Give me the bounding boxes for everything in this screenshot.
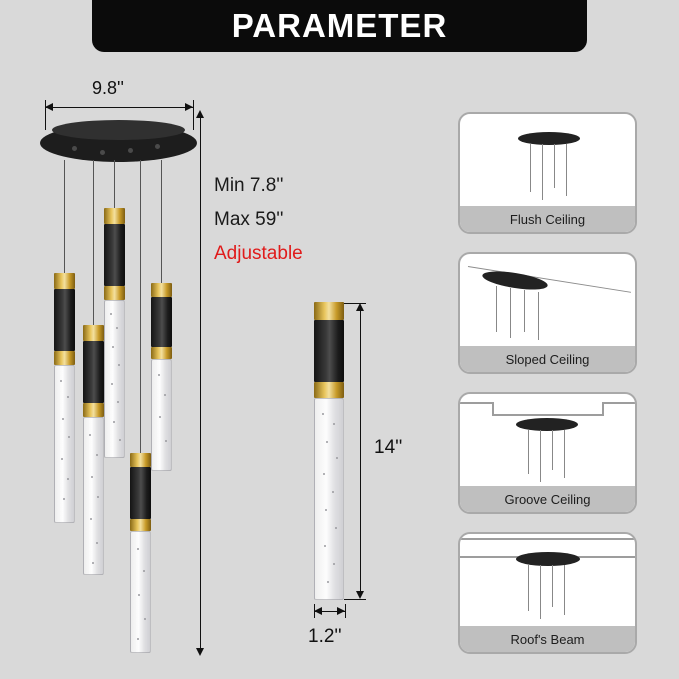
detail-pendant-glass-tube (314, 398, 344, 600)
pendant-diameter-arrow-right-icon (337, 607, 345, 615)
pendant-gold-ring (54, 351, 75, 365)
mount-card-caption: Sloped Ceiling (460, 346, 635, 372)
mount-card-caption: Groove Ceiling (460, 486, 635, 512)
pendant-glass-tube (130, 531, 151, 653)
width-arrow-right-icon (185, 103, 193, 111)
pendant-black-body (130, 467, 151, 519)
pendant-gold-cap (83, 325, 104, 341)
pendant-glass-tube (104, 300, 125, 458)
mount-card-sloped-ceiling[interactable] (458, 252, 637, 374)
drop-arrow-up-icon (196, 110, 204, 118)
adjustable-label: Adjustable (214, 243, 303, 264)
canopy-screw (100, 150, 105, 155)
page-title: PARAMETER (231, 7, 448, 44)
pendant-light (54, 273, 75, 523)
suspension-cord (93, 160, 94, 325)
mount-card-caption: Roof's Beam (460, 626, 635, 652)
pendant-diameter-tick-left (314, 604, 315, 618)
canopy-screw (155, 144, 160, 149)
min-drop-label: Min 7.8'' (214, 175, 284, 196)
pendant-gold-cap (54, 273, 75, 289)
suspension-cord (114, 160, 115, 208)
detail-pendant-black-body (314, 320, 344, 382)
max-drop-label: Max 59'' (214, 209, 284, 230)
pendant-gold-ring (130, 519, 151, 531)
pendant-gold-ring (83, 403, 104, 417)
canopy-screw (72, 146, 77, 151)
pendant-height-arrow-up-icon (356, 303, 364, 311)
pendant-height-tick-bottom (344, 599, 366, 600)
width-arrow-left-icon (45, 103, 53, 111)
canopy-top (52, 120, 185, 140)
detail-pendant-gold-ring (314, 382, 344, 398)
pendant-height-label: 14'' (374, 437, 403, 458)
pendant-black-body (104, 224, 125, 286)
pendant-gold-cap (130, 453, 151, 467)
canopy-screw (128, 148, 133, 153)
pendant-diameter-label: 1.2'' (308, 626, 342, 647)
mount-card-caption: Flush Ceiling (460, 206, 635, 232)
pendant-height-arrow-down-icon (356, 591, 364, 599)
detail-pendant-light (314, 302, 344, 600)
width-tick-left (45, 100, 46, 130)
pendant-black-body (54, 289, 75, 351)
pendant-height-line (360, 305, 361, 597)
width-dimension-label: 9.8'' (92, 78, 124, 98)
pendant-light (130, 453, 151, 653)
flush-ceiling-icon (518, 132, 580, 145)
pendant-diameter-tick-right (345, 604, 346, 618)
pendant-black-body (151, 297, 172, 347)
suspension-cord (140, 160, 141, 453)
suspension-cord (64, 160, 65, 273)
pendant-black-body (83, 341, 104, 403)
suspension-cord (161, 160, 162, 283)
mount-card-roof-beam[interactable] (458, 532, 637, 654)
width-dimension-line (45, 107, 193, 108)
parameter-banner (92, 0, 587, 52)
pendant-glass-tube (83, 417, 104, 575)
pendant-gold-cap (151, 283, 172, 297)
pendant-glass-tube (54, 365, 75, 523)
pendant-light (151, 283, 172, 471)
mount-card-groove-ceiling[interactable] (458, 392, 637, 514)
pendant-light (83, 325, 104, 575)
mount-card-flush-ceiling[interactable] (458, 112, 637, 234)
detail-pendant-gold-cap (314, 302, 344, 320)
pendant-height-tick-top (344, 303, 366, 304)
pendant-gold-cap (104, 208, 125, 224)
pendant-gold-ring (151, 347, 172, 359)
pendant-light (104, 208, 125, 458)
width-tick-right (193, 100, 194, 130)
drop-dimension-line (200, 112, 201, 654)
groove-ceiling-icon (460, 402, 494, 404)
pendant-gold-ring (104, 286, 125, 300)
pendant-glass-tube (151, 359, 172, 471)
drop-arrow-down-icon (196, 648, 204, 656)
pendant-diameter-arrow-left-icon (314, 607, 322, 615)
